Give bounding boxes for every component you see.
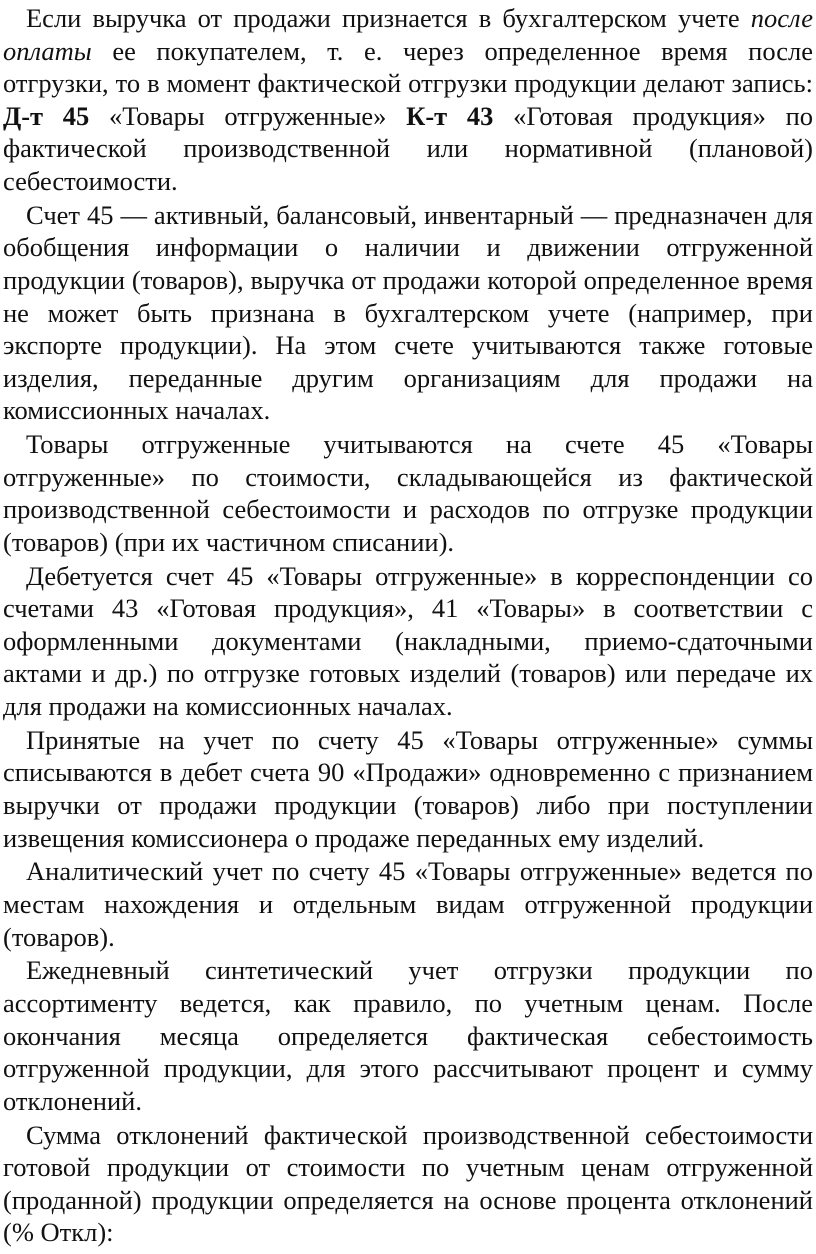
paragraph-3 bbox=[3, 428, 813, 558]
paragraph-8-text: Сумма отклонений фактической производственной себестоимости готовой продукции от стоимости по учетным ценам отгруженной (проданной) продукции определяется на основе процента отклонений (% Откл): bbox=[3, 1119, 813, 1248]
paragraph-8 bbox=[3, 1119, 813, 1249]
paragraph-2-text: Счет 45 — активный, балансовый, инвентарный — предназначен для обобщения информации о наличии и движении отгруженной продукции (товаров), выручка от продажи которой определенное время не может быть признана в бухгалтерском учете (например, при экспорте продукции). На этом счете учитываются также готовые изделия, переданные другим организациям для продажи на комиссионных началах. bbox=[3, 199, 813, 426]
paragraph-1-text-2: ее покупателем, т. е. через определенное время после отгрузки, то в момент фактической отгрузки продукции делают запись: bbox=[3, 35, 813, 99]
paragraph-4 bbox=[3, 560, 813, 723]
paragraph-6 bbox=[3, 855, 813, 953]
paragraph-4-text: Дебетуется счет 45 «Товары отгруженные» в корреспонденции со счетами 43 «Готовая продукция», 41 «Товары» в соответствии с оформленными документами (накладными, приемо-сдаточными актами и др.) по отгрузке готовых изделий (товаров) или передаче их для продажи на комиссионных началах. bbox=[3, 560, 813, 722]
paragraph-1-italic-after-payment: после оплаты bbox=[3, 3, 813, 66]
paragraph-1 bbox=[3, 2, 813, 198]
paragraph-7-text: Ежедневный синтетический учет отгрузки продукции по ассортименту ведется, как правило, по учетным ценам. После окончания месяца определяется фактическая себестоимость отгруженной продукции, для этого рассчитывают процент и сумму отклонений. bbox=[3, 955, 813, 1116]
paragraph-5-text: Принятые на учет по счету 45 «Товары отгруженные» суммы списываются в дебет счета 90 «Продажи» одновременно с признанием выручки от продажи продукции (товаров) либо при поступлении извещения комиссионера о продаже переданных ему изделий. bbox=[3, 724, 813, 853]
paragraph-1-debit-account: Д-т 45 bbox=[3, 100, 90, 131]
paragraph-1-credit-account: К-т 43 bbox=[406, 100, 494, 131]
paragraph-1-text-4: «Готовая продукция» по фактической производственной или нормативной (плановой) себестоимости. bbox=[3, 100, 813, 196]
paragraph-5 bbox=[3, 724, 813, 854]
paragraph-1-text-3: «Товары отгруженные» bbox=[89, 100, 407, 131]
paragraph-3-text: Товары отгруженные учитываются на счете 45 «Товары отгруженные» по стоимости, складывающейся из фактической производственной себестоимости и расходов по отгрузке продукции (товаров) (при их частичном списании). bbox=[3, 429, 813, 557]
paragraph-6-text: Аналитический учет по счету 45 «Товары отгруженные» ведется по местам нахождения и отдельным видам отгруженной продукции (товаров). bbox=[3, 856, 813, 952]
paragraph-2 bbox=[3, 199, 813, 427]
paragraph-7 bbox=[3, 954, 813, 1117]
paragraph-1-text-1: Если выручка от продажи признается в бухгалтерском учете bbox=[26, 3, 751, 33]
